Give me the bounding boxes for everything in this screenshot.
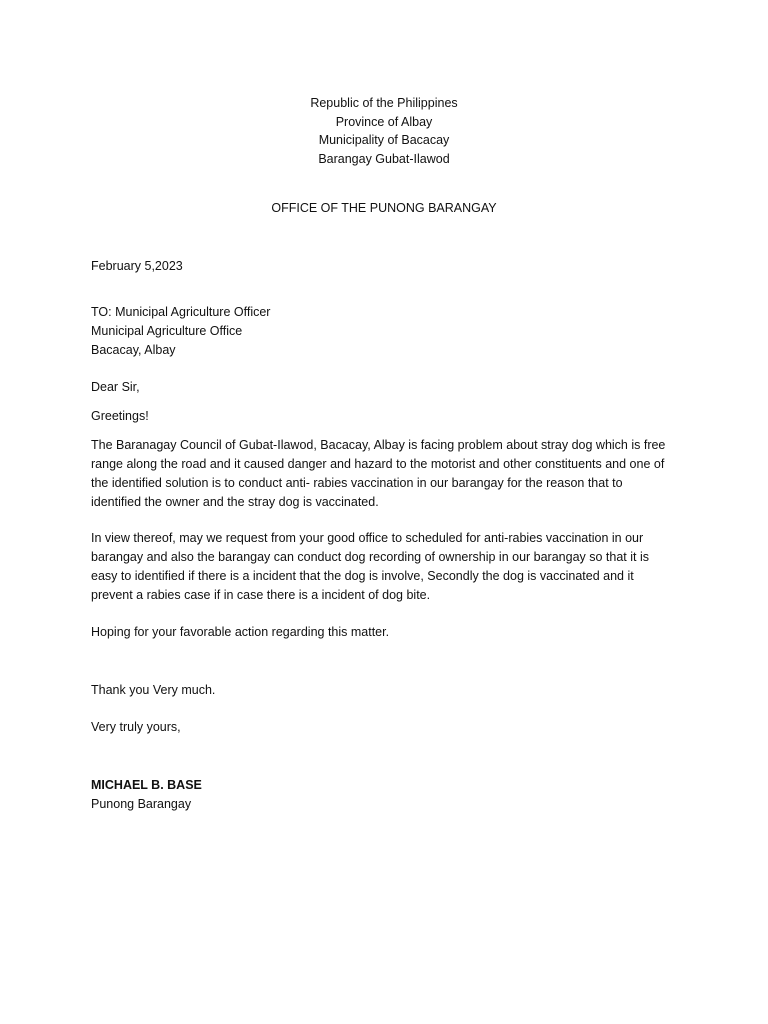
recipient-line: TO: Municipal Agriculture Officer [91,305,271,319]
recipient-office: Municipal Agriculture Office [91,324,243,338]
signatory-title: Punong Barangay [91,797,192,811]
greeting: Greetings! [91,409,149,423]
letterhead-barangay: Barangay Gubat-Ilawod [318,151,450,166]
paragraph-line: easy to identified if there is a incident that the dog is involve, Secondly the dog is vaccinated and it [91,569,634,583]
letterhead-municipality: Municipality of Bacacay [318,133,450,147]
paragraph-line: The Baranagay Council of Gubat-Ilawod, Bacacay, Albay is facing problem about stray dog which is free [91,438,666,452]
body-paragraph-2 [91,529,691,605]
paragraph-line: identified the owner and the stray dog is vaccinated. [91,495,379,509]
body-paragraph-3: Hoping for your favorable action regarding this matter. [91,625,390,639]
letterhead-province: Province of Albay [335,114,433,129]
recipient-address: Bacacay, Albay [91,343,176,357]
letter-date: February 5,2023 [91,259,183,273]
paragraph-line: In view thereof, may we request from your good office to scheduled for anti-rabies vaccination in our [91,531,644,545]
signature-block [91,776,691,814]
paragraph-line: prevent a rabies case if in case there is a incident of dog bite. [91,588,431,602]
signatory-name: MICHAEL B. BASE [91,778,202,792]
letterhead [0,94,768,168]
letterhead-country: Republic of the Philippines [310,96,458,110]
paragraph-line: the identified solution is to conduct anti- rabies vaccination in our barangay for the reason that to [91,476,623,490]
body-paragraph-1 [91,436,691,512]
paragraph-line: barangay and also the barangay can conduct dog recording of ownership in our barangay so that it is [91,550,650,564]
salutation: Dear Sir, [91,380,140,394]
complimentary-close: Very truly yours, [91,720,181,734]
office-title: OFFICE OF THE PUNONG BARANGAY [271,201,497,215]
paragraph-line: range along the road and it caused danger and hazard to the motorist and other constituents and one of [91,457,665,471]
thanks-line: Thank you Very much. [91,683,216,697]
recipient-block [91,303,691,360]
